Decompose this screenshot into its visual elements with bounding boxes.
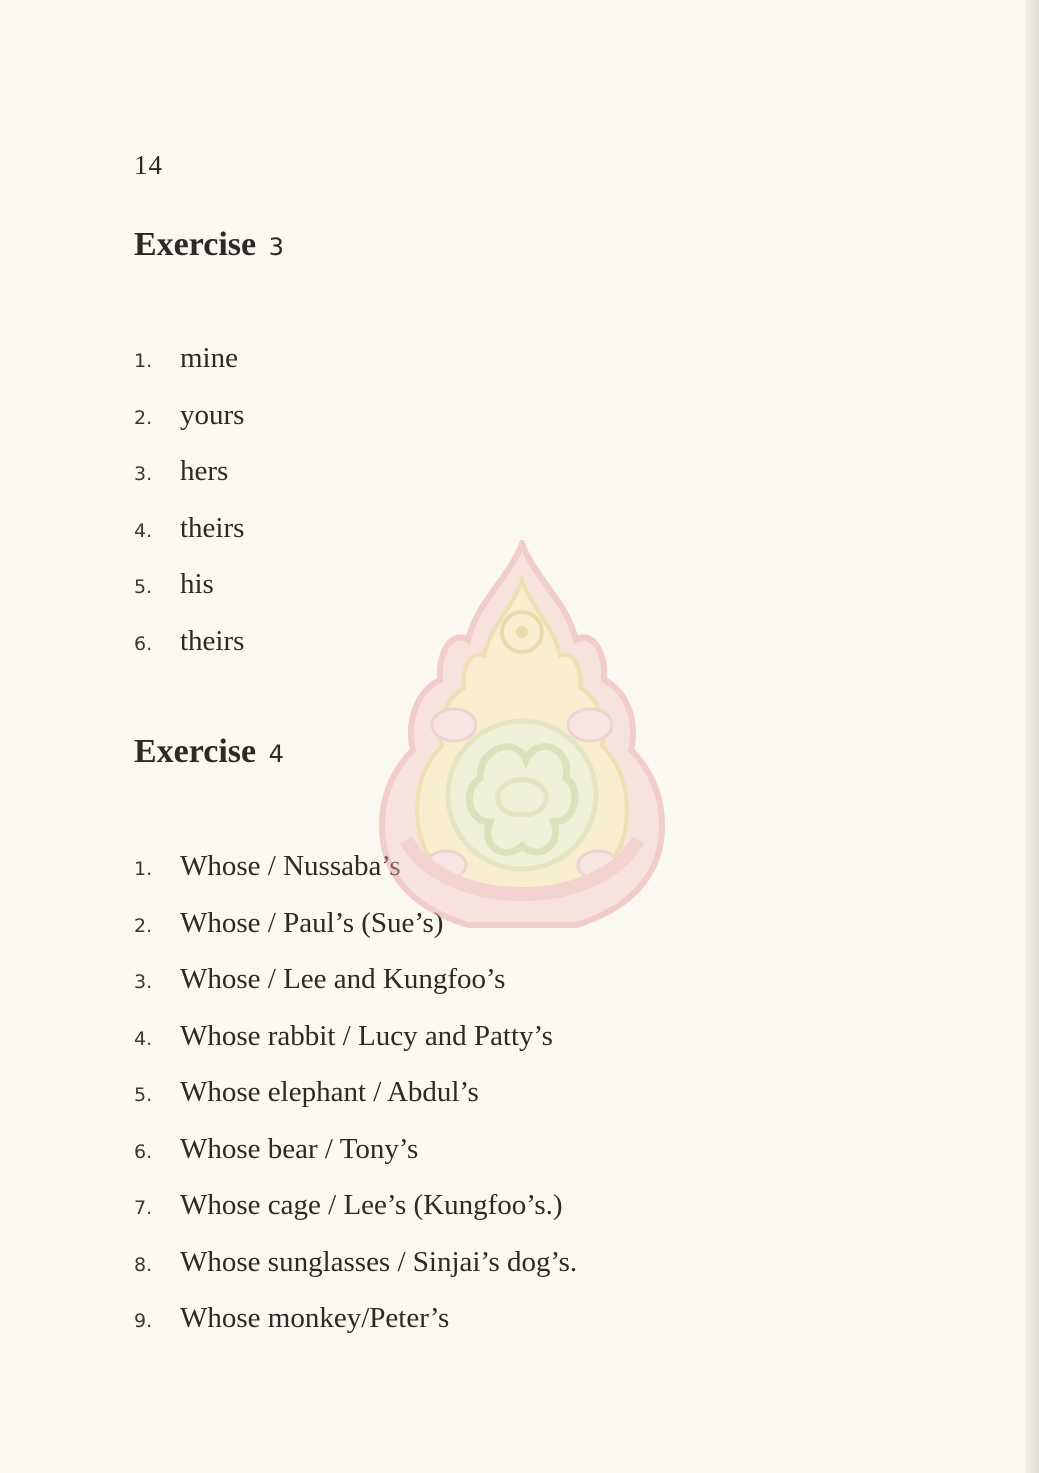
answer-text: theirs bbox=[180, 511, 245, 544]
answer-item bbox=[134, 510, 244, 567]
exercise-3-heading-label: Exercise bbox=[134, 226, 257, 263]
seal-lotus-left bbox=[432, 709, 476, 741]
answer-item bbox=[134, 453, 244, 510]
answer-number: 2. bbox=[134, 914, 153, 937]
answer-item bbox=[134, 397, 244, 454]
exercise-3-heading-number: 3 bbox=[268, 233, 284, 261]
answer-item bbox=[134, 566, 244, 623]
answer-number: 6. bbox=[134, 632, 153, 655]
exercise-3-heading bbox=[134, 228, 284, 262]
answer-number: 4. bbox=[134, 519, 153, 542]
answer-item bbox=[134, 1187, 577, 1244]
answer-text: Whose / Lee and Kungfoo’s bbox=[180, 963, 506, 995]
answer-number: 2. bbox=[134, 406, 153, 429]
exercise-4-heading bbox=[134, 735, 284, 769]
answer-item bbox=[134, 1131, 577, 1188]
answer-number: 4. bbox=[134, 1027, 153, 1050]
answer-number: 5. bbox=[134, 1084, 153, 1106]
answer-item bbox=[134, 1074, 577, 1131]
answer-text: Whose / Nussaba’s bbox=[180, 850, 401, 882]
exercise-3-answer-list bbox=[134, 340, 244, 679]
answer-text: Whose rabbit / Lucy and Patty’s bbox=[180, 1019, 553, 1052]
answer-item bbox=[134, 961, 577, 1018]
answer-text: Whose sunglasses / Sinjai’s dog’s. bbox=[180, 1245, 578, 1278]
answer-text: Whose monkey/Peter’s bbox=[180, 1302, 450, 1334]
seal-lotus-right bbox=[568, 709, 612, 741]
answer-text: yours bbox=[180, 398, 245, 431]
answer-number: 1. bbox=[134, 350, 153, 372]
seal-watermark bbox=[376, 540, 668, 935]
exercise-4-heading-number: 4 bbox=[268, 740, 284, 768]
page-edge bbox=[1025, 0, 1039, 1473]
exercise-4-heading-label: Exercise bbox=[134, 733, 257, 770]
answer-number: 5. bbox=[134, 576, 153, 598]
answer-item bbox=[134, 340, 244, 397]
answer-item bbox=[134, 1018, 577, 1075]
answer-number: 6. bbox=[134, 1140, 153, 1163]
answer-number: 9. bbox=[134, 1310, 153, 1332]
answer-number: 1. bbox=[134, 858, 153, 880]
page-number: 14 bbox=[134, 150, 163, 180]
answer-number: 8. bbox=[134, 1253, 153, 1276]
answer-text: Whose cage / Lee’s (Kungfoo’s.) bbox=[180, 1189, 563, 1221]
answer-item bbox=[134, 1244, 577, 1301]
answer-number: 7. bbox=[134, 1197, 153, 1219]
answer-number: 3. bbox=[134, 971, 153, 993]
answer-number: 3. bbox=[134, 463, 153, 485]
answer-text: hers bbox=[180, 455, 229, 487]
answer-item bbox=[134, 623, 244, 680]
answer-text: mine bbox=[180, 342, 238, 374]
answer-text: Whose / Paul’s (Sue’s) bbox=[180, 906, 444, 939]
answer-text: Whose bear / Tony’s bbox=[180, 1132, 419, 1165]
answer-text: theirs bbox=[180, 624, 245, 657]
answer-text: his bbox=[180, 568, 214, 600]
answer-text: Whose elephant / Abdul’s bbox=[180, 1076, 479, 1108]
answer-item bbox=[134, 1300, 577, 1357]
